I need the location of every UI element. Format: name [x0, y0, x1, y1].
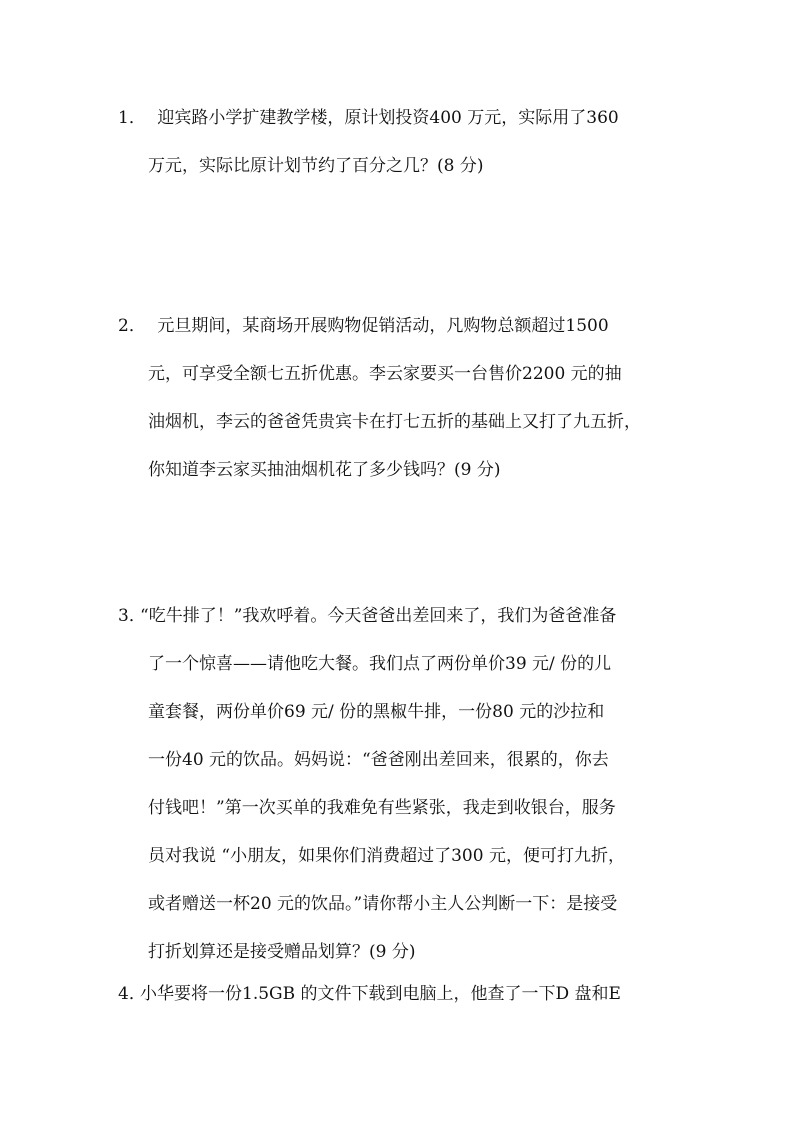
problem-text: 元旦期间，某商场开展购物促销活动，凡购物总额超过1500: [152, 316, 609, 336]
problem-2: [118, 315, 698, 507]
problem-number: 4．: [118, 984, 146, 1004]
problem-line: 付钱吧！”第一次买单的我难免有些紧张，我走到收银台，服务: [148, 798, 616, 818]
problem-line: 万元，实际比原计划节约了百分之几？(8 分): [148, 156, 484, 176]
problem-line: 童套餐，两份单价69 元/ 份的黑椒牛排，一份80 元的沙拉和: [148, 702, 605, 722]
problem-line: 一份40 元的饮品。妈妈说：“爸爸刚出差回来，很累的，你去: [148, 750, 609, 770]
problem-number: 2．: [118, 316, 146, 336]
problem-line: 或者赠送一杯20 元的饮品。”请你帮小主人公判断一下：是接受: [148, 894, 618, 914]
problem-4: [118, 983, 698, 1031]
problem-number: 3．: [118, 606, 146, 626]
problem-number: 1．: [118, 108, 146, 128]
problem-line: 员对我说 “小朋友，如果你们消费超过了300 元，便可打九折，: [148, 846, 625, 866]
problem-line: 你知道李云家买抽油烟机花了多少钱吗？(9 分): [148, 460, 501, 480]
problem-line: 元，可享受全额七五折优惠。李云家要买一台售价2200 元的抽: [148, 364, 622, 384]
problem-line: 油烟机，李云的爸爸凭贵宾卡在打七五折的基础上又打了九五折，: [148, 412, 641, 432]
problem-line: [118, 107, 698, 155]
problem-text: 迎宾路小学扩建教学楼，原计划投资400 万元，实际用了360: [152, 108, 619, 128]
problem-line: [118, 605, 698, 653]
problem-text: “吃牛排了！”我欢呼着。今天爸爸出差回来了，我们为爸爸准备: [140, 606, 617, 626]
problem-line: 了一个惊喜——请他吃大餐。我们点了两份单价39 元/ 份的儿: [148, 654, 612, 674]
problem-text: 小华要将一份1.5GB 的文件下载到电脑上，他查了一下D 盘和E: [140, 984, 621, 1004]
problem-line: [118, 315, 698, 363]
problem-3: [118, 605, 698, 989]
problem-line: [118, 983, 698, 1031]
problem-1: [118, 107, 698, 203]
problem-line: 打折划算还是接受赠品划算？(9 分): [148, 942, 416, 962]
